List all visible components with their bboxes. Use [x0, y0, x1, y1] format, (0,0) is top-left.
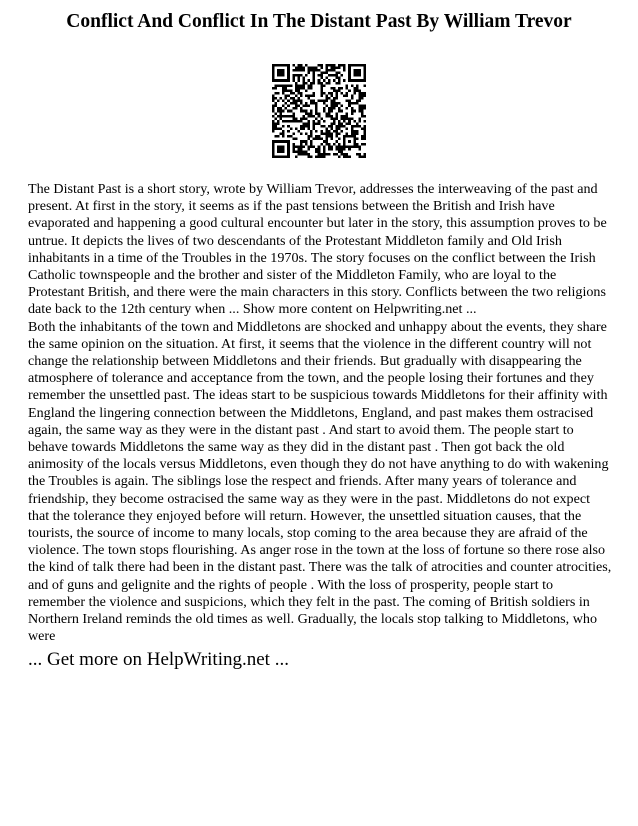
qr-code-icon [272, 64, 366, 158]
get-more-link[interactable]: ... Get more on HelpWriting.net ... [28, 649, 289, 670]
paragraph-intro: The Distant Past is a short story, wrote by William Trevor, addresses the interweaving of the past and present. At first in the story, it seems as if the past tensions between the British and Irish have evaporated and happening a good cultural encounter but later in the story, this assumption proves to be untrue. It depicts the lives of two descendants of the Protestant Middleton family and Old Irish inhabitants in a time of the Troubles in the 1970s. The story focuses on the conflict between the Irish Catholic townspeople and the brother and sister of the Middleton Family, who are loyal to the Protestant British, and there were the main characters in this story. Conflicts between the two religions date back to the 12th century when ... Show more content on Helpwriting.net ... [28, 181, 607, 318]
paragraph-main: Both the inhabitants of the town and Middletons are shocked and unhappy about the events, they share the same opinion on the situation. At first, it seems that the violence in the different country will not change the relationship between Middletons and their friends. But gradually with disappearing the atmosphere of tolerance and acceptance from the town, and the people losing their fortunes and they remember the unsettled past. The ideas start to be suspicious towards Middletons for their affinity with England the lingering connection between the Middletons, England, and past makes them ostracised again, the same way as they were in the distant past . And start to avoid them. The people start to behave towards Middletons the same way as they did in the distant past . Then got back the old animosity of the locals versus Middletons, even though they do not have anything to do with wakening the Troubles is again. The siblings lose the respect and friends. After many years of tolerance and friendship, they become ostracised the same way as they were in the past. Middletons do not expect that the tolerance they enjoyed before will return. However, the unsettled situation causes, that the tourists, the source of income to many locals, stop coming to the area because they are afraid of the violence. The town stops flourishing. As anger rose in the town at the loss of fortune so there rose also the kind of talk there had been in the distant past. There was the talk of atrocities and counter atrocities, and of guns and gelignite and the rights of people . With the loss of prosperity, people start to remember the violence and suspicions, which they felt in the past. The coming of British soldiers in Northern Ireland reminds the old times as well. Gradually, the locals stop talking to Middletons, who were [28, 318, 612, 645]
document-title: Conflict And Conflict In The Distant Past By William Trevor [66, 11, 572, 32]
article-body [28, 181, 612, 645]
